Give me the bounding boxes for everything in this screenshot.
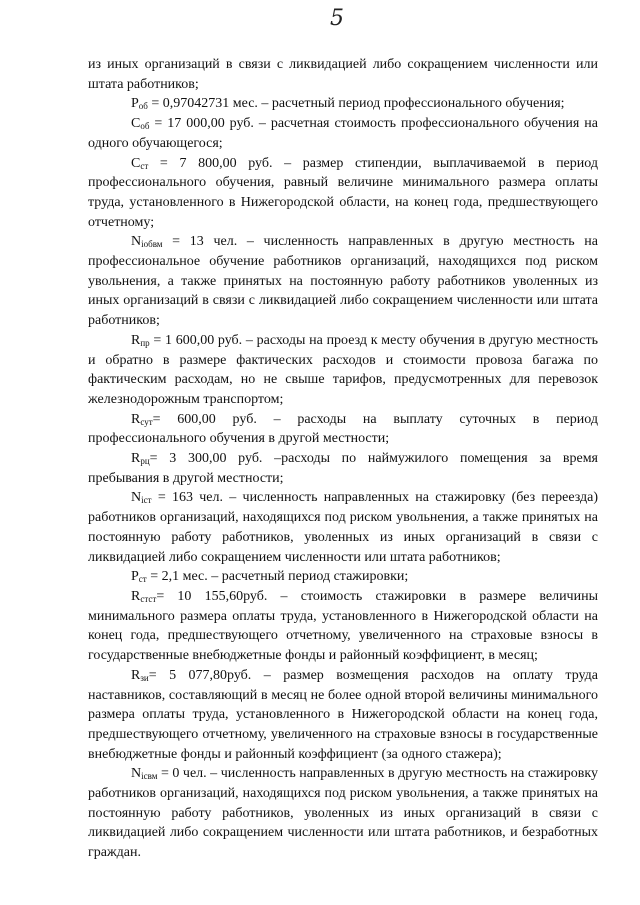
definition-paragraph xyxy=(88,94,598,114)
definition-subscript: зи xyxy=(140,672,149,683)
definition-paragraph xyxy=(88,567,598,587)
page-number: 5 xyxy=(330,6,344,31)
definition-text: = 13 чел. – численность направленных в другую местность на профессиональное обучение работников организаций, находящихся под риском увольнения, а также принятых на постоянную работу работников уволенных из иных организаций в связи с ликвидацией либо сокращением численности или штата работников; xyxy=(88,234,598,329)
definition-symbol: N xyxy=(131,766,142,782)
definition-paragraph xyxy=(88,331,598,410)
definition-subscript: сут xyxy=(140,416,153,427)
definition-text: = 2,1 мес. – расчетный период стажировки; xyxy=(146,569,409,585)
definition-paragraph xyxy=(88,410,598,449)
definition-text: = 0,97042731 мес. – расчетный период профессионального обучения; xyxy=(147,96,565,112)
definition-symbol: P xyxy=(131,569,139,585)
definition-subscript: ст xyxy=(138,574,147,585)
definition-symbol: C xyxy=(131,155,141,171)
definition-paragraph xyxy=(88,488,598,567)
definition-subscript: iобвм xyxy=(141,239,163,250)
definition-paragraph xyxy=(88,764,598,863)
definition-subscript: ст xyxy=(140,160,149,171)
definition-text: = 7 800,00 руб. – размер стипендии, выплачиваемой в период профессионального обучения, равный величине минимального размера оплаты труда, установленного в Нижегородской области, на конец года, предшествующего отчетному; xyxy=(88,155,598,230)
definition-text: = 5 077,80руб. – размер возмещения расходов на оплату труда наставников, составляющий в месяц не более одной второй величины минимального размера оплаты труда, установленного в Нижегородской области на конец года, предшествующего отчетному, увеличенного на страховые взносы в государственные внебюджетные фонды и районный коэффициент (за одного стажера); xyxy=(88,667,598,762)
definition-text: = 1 600,00 руб. – расходы на проезд к месту обучения в другую местность и обратно в размере фактических расходов и стоимости провоза багажа по фактическим расходам, но не свыше тарифов, предусмотренных для перевозок железнодорожным транспортом; xyxy=(88,332,598,407)
definition-paragraph xyxy=(88,114,598,153)
definition-paragraph xyxy=(88,449,598,488)
definition-subscript: рц xyxy=(140,456,150,467)
definition-symbol: P xyxy=(131,96,139,112)
definition-text: = 600,00 руб. – расходы на выплату суточных в период профессионального обучения в другой местности; xyxy=(88,411,598,447)
definition-subscript: стст xyxy=(140,593,157,604)
definition-paragraph xyxy=(88,666,598,765)
intro-paragraph: из иных организаций в связи с ликвидацией либо сокращением численности или штата работников; xyxy=(88,57,598,92)
definition-symbol: N xyxy=(131,234,142,250)
definition-symbol: R xyxy=(131,667,141,683)
definition-symbol: R xyxy=(131,332,141,348)
definitions-list xyxy=(88,94,598,862)
definition-symbol: N xyxy=(131,490,142,506)
definition-text: = 10 155,60руб. – стоимость стажировки в размере величины минимального размера оплаты труда, установленного в Нижегородской области на конец года, предшествующего отчетному, увеличенного на страховые взносы в государственные внебюджетные фонды и районный коэффициент, в месяц; xyxy=(88,588,598,664)
definition-text: = 3 300,00 руб. –расходы по наймужилого помещения за время пребывания в другой местности; xyxy=(88,451,598,486)
definition-symbol: R xyxy=(131,451,141,467)
definition-paragraph xyxy=(88,232,598,331)
definition-text: = 163 чел. – численность направленных на стажировку (без переезда) работников организаций, находящихся под риском увольнения, а также принятых на постоянную работу работников, уволенных из иных организаций в связи с ликвидацией либо сокращением численности или штата работников; xyxy=(88,490,598,565)
definition-text: = 17 000,00 руб. – расчетная стоимость профессионального обучения на одного обучающегося; xyxy=(88,116,598,151)
definition-subscript: об xyxy=(138,101,148,112)
definition-text: = 0 чел. – численность направленных в другую местность на стажировку работников организаций, находящихся под риском увольнения, а также принятых на постоянную работу работников, уволенных из иных организаций в связи с ликвидацией либо сокращением численности или штата работников, и безработных граждан. xyxy=(88,766,598,861)
definition-subscript: пр xyxy=(140,337,150,348)
definition-paragraph xyxy=(88,587,598,666)
definition-symbol: R xyxy=(131,411,141,427)
definition-paragraph xyxy=(88,154,598,233)
definition-symbol: C xyxy=(131,116,141,132)
definition-subscript: iст xyxy=(141,495,152,506)
document-body xyxy=(88,55,598,863)
definition-subscript: об xyxy=(140,121,150,132)
definition-symbol: R xyxy=(131,588,141,604)
definition-subscript: iсвм xyxy=(141,771,158,782)
